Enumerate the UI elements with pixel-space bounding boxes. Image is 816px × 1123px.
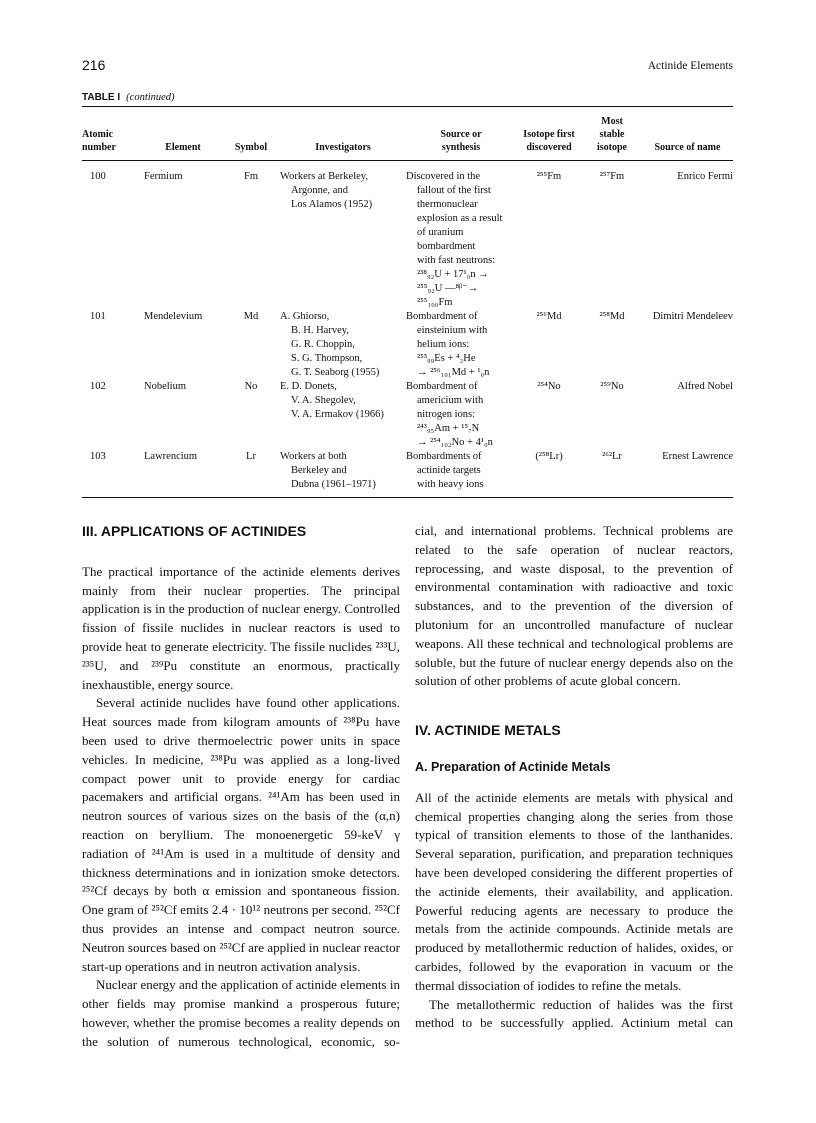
investigators-cell bbox=[280, 170, 406, 310]
subsection-heading-preparation: A. Preparation of Actinide Metals bbox=[415, 759, 611, 774]
table-row bbox=[82, 450, 733, 492]
investigators-cell-line: Los Alamos (1952) bbox=[291, 199, 373, 210]
investigators-cell-line: Berkeley and bbox=[291, 465, 347, 476]
investigators-cell-line: G. T. Seaborg (1955) bbox=[291, 367, 380, 378]
source-cell-line: bombardment bbox=[417, 241, 476, 252]
investigators-cell bbox=[280, 380, 406, 450]
isotope-first-cell: (²⁵⁸Lr) bbox=[535, 451, 563, 462]
right-column bbox=[415, 522, 733, 1033]
caption-note: (continued) bbox=[126, 92, 175, 103]
running-title: Actinide Elements bbox=[647, 60, 733, 72]
investigators-cell-line: Workers at both bbox=[280, 451, 347, 462]
table-top-rule bbox=[82, 106, 733, 107]
source-cell bbox=[406, 170, 516, 310]
source-cell-line: ²⁵³₉₉Es + ⁴₂He bbox=[417, 353, 476, 364]
most-stable-cell: ²⁵⁷Fm bbox=[599, 171, 625, 182]
source-cell-line: actinide targets bbox=[417, 465, 481, 476]
investigators-cell-line: Argonne, and bbox=[291, 185, 348, 196]
source-cell-line: ²⁴³₉₅Am + ¹⁵₇N bbox=[417, 423, 480, 434]
source-cell-line: with fast neutrons: bbox=[417, 255, 496, 266]
header-source-of-name: Source of name bbox=[654, 142, 721, 153]
element-cell: Fermium bbox=[144, 171, 183, 182]
investigators-cell-line: V. A. Shegolev, bbox=[291, 395, 356, 406]
symbol-cell: No bbox=[244, 381, 258, 392]
left-column bbox=[82, 520, 400, 1052]
header-element: Element bbox=[165, 142, 201, 153]
source-cell-line: thermonuclear bbox=[417, 199, 478, 210]
source-cell-line: Bombardment of bbox=[406, 381, 478, 392]
atomic-number-cell: 102 bbox=[90, 381, 106, 392]
source-cell-line: fallout of the first bbox=[417, 185, 491, 196]
source-cell-line: → ²⁵⁴₁₀₂No + 4¹₀n bbox=[417, 437, 493, 448]
source-cell-line: → ²⁵⁶₁₀₁Md + ¹₀n bbox=[417, 367, 490, 378]
investigators-cell bbox=[280, 450, 406, 492]
table-caption: TABLE I (continued) bbox=[82, 92, 175, 103]
table-row bbox=[82, 310, 733, 380]
source-cell-line: explosion as a result bbox=[417, 213, 503, 224]
paragraph: Several actinide nuclides have found other applications. Heat sources made from kilogram amounts of ²³⁸Pu have been used to drive thermoelectric power units in space vehicles. In medicine, ²³⁸Pu was applied as a long-lived compact power unit to provide energy for cardiac pacemakers and artificial organs. ²⁴¹Am has been used in neutron sources of various sizes on the basis of the (α,n) reaction on beryllium. The monoenergetic 59-keV γ radiation of ²⁴¹Am is used in a multitude of density and thickness determinations and in ionization smoke detectors. ²⁵²Cf decays by both α emission and spontaneous fission. One gram of ²⁵²Cf emits 2.4 · 10¹² neutrons per second. ²⁵²Cf thus provides an intense and compact neutron source. Neutron sources based on ²⁵²Cf are applied in nuclear reactor start-up operations and in neutron activation analysis. bbox=[82, 695, 400, 974]
header-source: Source or synthesis bbox=[440, 129, 482, 153]
paragraph-continuation: cial, and international problems. Technical problems are related to the safe operation of nuclear reactors, reprocessing, and waste disposal, to the prevention of environmental contamination with radioactive and toxic substances, and to the prevention of the diversion of plutonium for an uncontrolled manufacture of nuclear weapons. All these technical and technological problems are soluble, but the future of nuclear energy depends also on the solution of other problems of acute global concern. bbox=[415, 523, 733, 689]
symbol-cell: Fm bbox=[243, 171, 258, 182]
table-row bbox=[82, 380, 733, 450]
atomic-number-cell: 101 bbox=[90, 311, 106, 322]
source-cell-line: Discovered in the bbox=[406, 171, 481, 182]
symbol-cell: Md bbox=[243, 311, 259, 322]
section-heading-metals: IV. ACTINIDE METALS bbox=[415, 722, 561, 739]
source-cell bbox=[406, 450, 516, 492]
paragraph: Nuclear energy and the application of actinide elements in other fields may promise mankind a prosperous future; however, whether the promise becomes a reality depends on the solution of numerous technological, economic, so- bbox=[82, 977, 400, 1049]
investigators-cell-line: G. R. Choppin, bbox=[291, 339, 355, 350]
element-cell: Mendelevium bbox=[144, 311, 203, 322]
source-cell bbox=[406, 310, 516, 380]
investigators-cell-line: E. D. Donets, bbox=[280, 381, 337, 392]
investigators-cell-line: S. G. Thompson, bbox=[291, 353, 363, 364]
investigators-cell-line: B. H. Harvey, bbox=[291, 325, 349, 336]
atomic-number-cell: 100 bbox=[90, 171, 106, 182]
isotope-first-cell: ²⁵⁵Fm bbox=[536, 171, 562, 182]
isotope-first-cell: ²⁵⁴No bbox=[537, 381, 561, 392]
most-stable-cell: ²⁵⁸Md bbox=[599, 311, 625, 322]
paragraph: All of the actinide elements are metals with physical and chemical properties changing along the series from those typical of transition elements to those of the lanthanides. Several separation, purification, and preparation techniques have been developed considering the different properties of the actinide elements, their availability, and application. Powerful reducing agents are necessary to produce the metals from the actinide compounds. Actinide metals are produced by metallothermic reduction of halides, oxides, or carbides, followed by the evaporation in vacuum or the thermal dissociation of iodides to refine the metals. bbox=[415, 789, 733, 993]
paragraph: The practical importance of the actinide elements derives mainly from their nuclear properties. The principal application is in the production of nuclear energy. Controlled fission of fissile nuclides in nuclear reactors is used to provide heat to generate electricity. The fissile nuclides ²³³U, ²³⁵U, and ²³⁹Pu constitute an enormous, practically inexhaustible, energy source. bbox=[82, 563, 400, 692]
investigators-cell-line: Workers at Berkeley, bbox=[280, 171, 368, 182]
isotope-first-cell: ²⁵⁶Md bbox=[536, 311, 562, 322]
source-of-name-cell: Enrico Fermi bbox=[677, 171, 733, 182]
investigators-cell-line: Dubna (1961–1971) bbox=[291, 479, 376, 490]
element-cell: Nobelium bbox=[144, 381, 186, 392]
header-investigators: Investigators bbox=[315, 142, 371, 153]
source-cell-line: einsteinium with bbox=[417, 325, 488, 336]
source-cell-line: of uranium bbox=[417, 227, 464, 238]
investigators-cell-line: A. Ghiorso, bbox=[280, 311, 330, 322]
source-cell-line: Bombardments of bbox=[406, 451, 482, 462]
source-cell-line: ²³⁸₉₂U + 17¹₀n → bbox=[417, 269, 489, 280]
source-cell-line: nitrogen ions: bbox=[417, 409, 476, 420]
header-most-stable: Most stable isotope bbox=[597, 116, 627, 153]
element-cell: Lawrencium bbox=[144, 451, 198, 462]
source-cell-line: americium with bbox=[417, 395, 484, 406]
symbol-cell: Lr bbox=[246, 451, 256, 462]
most-stable-cell: ²⁵⁹No bbox=[600, 381, 624, 392]
source-of-name-cell: Dimitri Mendeleev bbox=[652, 311, 733, 322]
source-cell-line: with heavy ions bbox=[417, 479, 484, 490]
source-cell-line: helium ions: bbox=[417, 339, 470, 350]
source-of-name-cell: Alfred Nobel bbox=[677, 381, 733, 392]
source-cell bbox=[406, 380, 516, 450]
actinide-table bbox=[82, 112, 733, 492]
most-stable-cell: ²⁶²Lr bbox=[602, 451, 622, 462]
table-bottom-rule bbox=[82, 497, 733, 498]
header-symbol: Symbol bbox=[234, 142, 268, 153]
source-cell-line: Bombardment of bbox=[406, 311, 478, 322]
table-row bbox=[82, 170, 733, 310]
atomic-number-cell: 103 bbox=[90, 451, 106, 462]
paragraph: The metallothermic reduction of halides was the first method to be successfully applied. Actinium metal can bbox=[415, 996, 733, 1031]
page-number: 216 bbox=[82, 57, 106, 73]
header-isotope-first: Isotope first discovered bbox=[523, 129, 575, 153]
investigators-cell bbox=[280, 310, 406, 380]
source-cell-line: ²⁵⁵₉₂U —⁸ᵝ⁻→ ²⁵⁵₁₀₀Fm bbox=[417, 283, 479, 308]
investigators-cell-line: V. A. Ermakov (1966) bbox=[291, 409, 384, 420]
source-of-name-cell: Ernest Lawrence bbox=[662, 451, 733, 462]
section-heading-applications: III. APPLICATIONS OF ACTINIDES bbox=[82, 523, 307, 539]
header-atomic-number: Atomic number bbox=[82, 129, 116, 153]
